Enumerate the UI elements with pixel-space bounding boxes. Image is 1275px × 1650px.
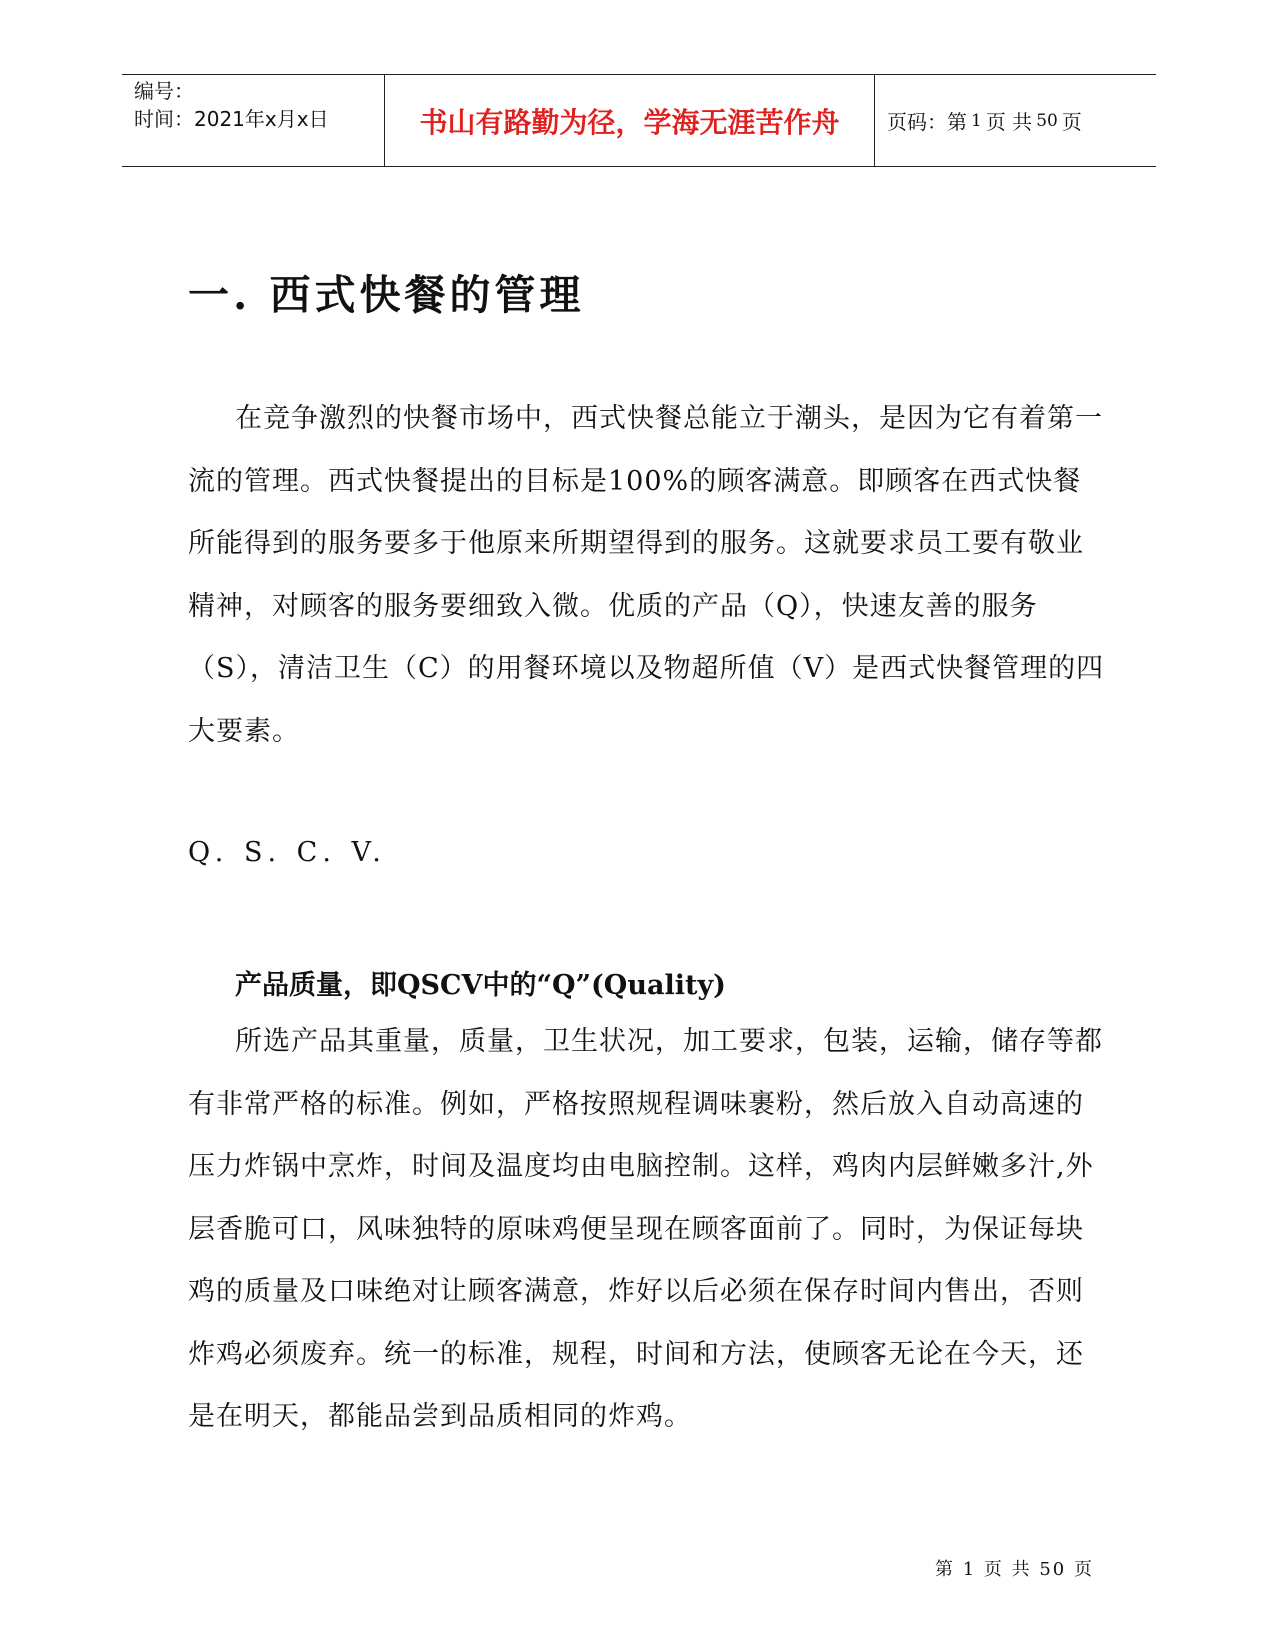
quality-paragraph: 所选产品其重量，质量，卫生状况，加工要求，包装，运输，储存等都有非常严格的标准。例如，严格按照规程调味裹粉，然后放入自动高速的压力炸锅中烹炸，时间及温度均由电脑控制。这样，鸡肉内层鲜嫩多汁,外层香脆可口，风味独特的原味鸡便呈现在顾客面前了。同时，为保证每块鸡的质量及口味绝对让顾客满意，炸好以后必须在保存时间内售出，否则炸鸡必须废弃。统一的标准，规程，时间和方法，使顾客无论在今天，还是在明天，都能品尝到品质相同的炸鸡。 — [188, 1026, 1103, 1432]
page-prefix: 页码：第 — [887, 110, 967, 134]
page-suffix: 页 — [1061, 110, 1082, 134]
header-meta — [122, 75, 385, 166]
page-total: 50 — [1036, 110, 1058, 131]
page-current: 1 — [971, 110, 982, 131]
qscv-heading: Q. S. C. V. — [188, 837, 387, 868]
header-table — [122, 74, 1156, 167]
page-middle: 页 共 — [985, 110, 1033, 134]
footer-page-number: 第 1 页 共 50 页 — [935, 1559, 1094, 1580]
intro-paragraph: 在竞争激烈的快餐市场中，西式快餐总能立于潮头，是因为它有着第一流的管理。西式快餐提出的目标是100%的顾客满意。即顾客在西式快餐所能得到的服务要多于他原来所期望得到的服务。这就要求员工要有敬业精神，对顾客的服务要细致入微。优质的产品（Q），快速友善的服务（S），清洁卫生（C）的用餐环境以及物超所值（V）是西式快餐管理的四大要素。 — [188, 403, 1105, 747]
date-label: 时间：2021年x月x日 — [134, 107, 329, 131]
number-label: 编号： — [134, 79, 194, 103]
header-page-number — [875, 75, 1156, 166]
header-motto: 书山有路勤为径，学海无涯苦作舟 — [385, 75, 875, 166]
document-title: 一. 西式快餐的管理 — [188, 271, 585, 319]
quality-subheading: 产品质量，即QSCV中的“Q”(Quality) — [235, 970, 726, 1001]
